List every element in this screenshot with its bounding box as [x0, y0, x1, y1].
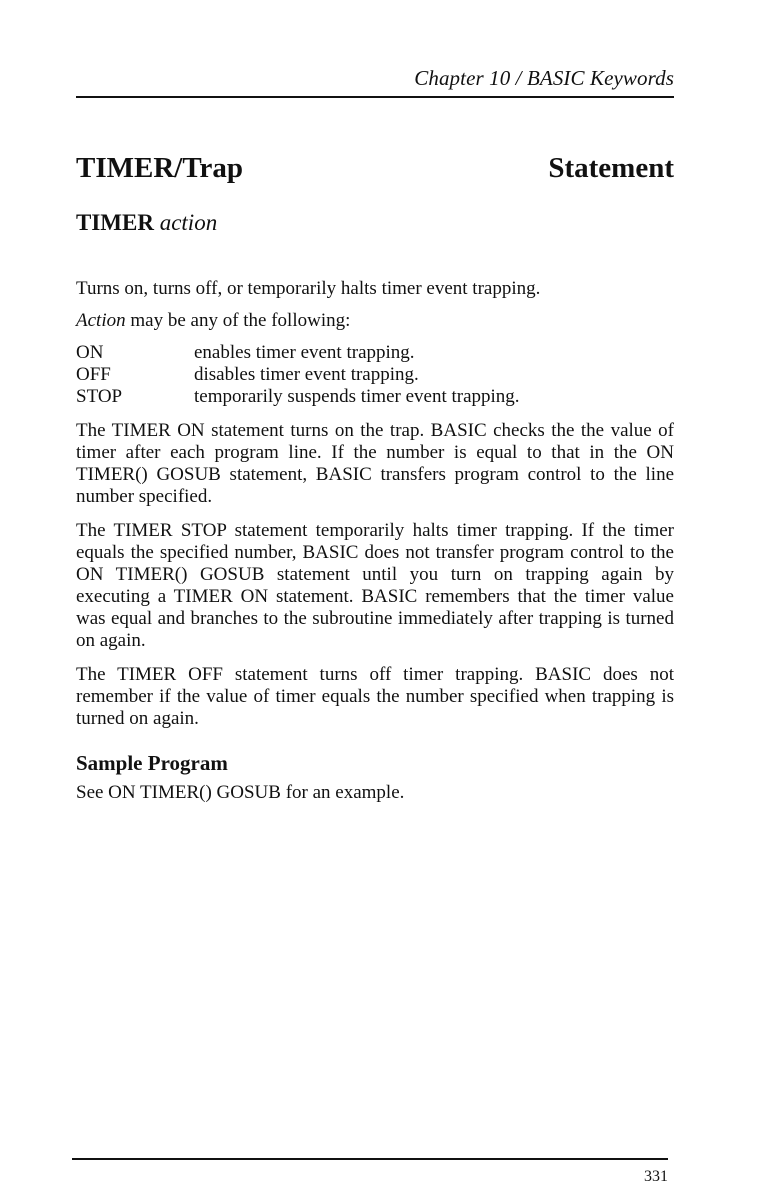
sample-text: See ON TIMER() GOSUB for an example.	[76, 782, 405, 803]
syntax-keyword: TIMER	[76, 210, 154, 235]
body-paragraph: The TIMER STOP statement temporarily halts timer trapping. If the timer equals the specified number, BASIC does not transfer program control to the ON TIMER() GOSUB statement until you turn on trapping again by executing a TIMER ON statement. BASIC remembers that the timer value was equal and branches to the subroutine immediately after trapping is turned on again.	[76, 520, 674, 651]
option-list	[76, 342, 674, 408]
action-rest: may be any of the following:	[125, 310, 351, 331]
option-key: STOP	[76, 386, 123, 407]
option-text: enables timer event trapping.	[194, 342, 415, 363]
body-paragraph: The TIMER ON statement turns on the trap. BASIC checks the the value of timer after each program line. If the number is equal to that in the ON TIMER() GOSUB statement, BASIC transfers program control to the line number specified.	[76, 420, 674, 507]
sample-heading: Sample Program	[76, 751, 228, 775]
entry-title-row	[76, 152, 674, 185]
option-key: ON	[76, 342, 104, 363]
running-head: Chapter 10 / BASIC Keywords	[414, 66, 674, 90]
entry-body	[76, 278, 674, 816]
option-key: OFF	[76, 364, 111, 385]
header-rule	[76, 96, 674, 98]
option-row	[76, 364, 674, 386]
intro-paragraph: Turns on, turns off, or temporarily halts timer event trapping.	[76, 278, 541, 299]
body-paragraph: The TIMER OFF statement turns off timer trapping. BASIC does not remember if the value of timer equals the number specified when trapping is turned on again.	[76, 664, 674, 729]
option-row	[76, 386, 674, 408]
page-number: 331	[644, 1168, 668, 1185]
action-word: Action	[76, 310, 126, 331]
syntax-argument: action	[159, 210, 218, 235]
option-text: disables timer event trapping.	[194, 364, 419, 385]
action-paragraph	[76, 310, 674, 332]
syntax-line	[76, 210, 217, 236]
option-row	[76, 342, 674, 364]
option-text: temporarily suspends timer event trapping.	[194, 386, 520, 407]
footer-rule	[72, 1158, 668, 1160]
entry-type: Statement	[548, 152, 674, 184]
entry-title: TIMER/Trap	[76, 152, 244, 184]
document-page	[76, 0, 674, 1204]
